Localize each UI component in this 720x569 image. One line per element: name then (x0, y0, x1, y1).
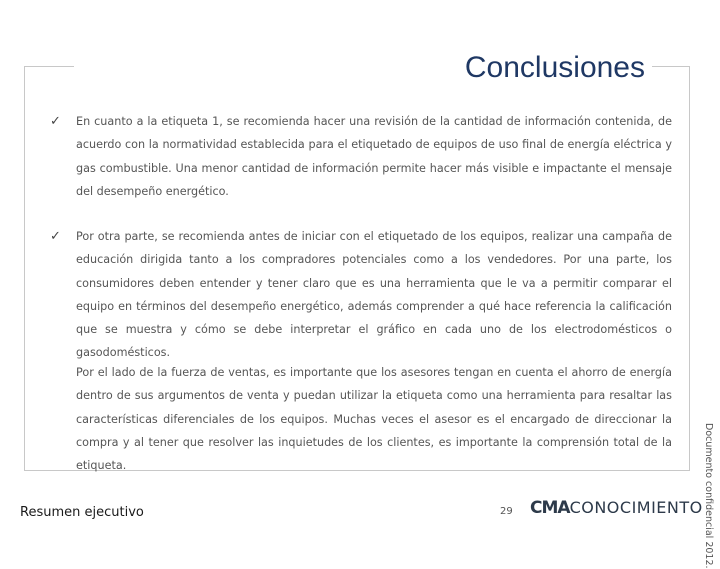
bullet-paragraph-2: Por otra parte, se recomienda antes de iniciar con el etiquetado de los equipos, realizar una campaña de educación dirigida tanto a los compradores potenciales como a los vendedores. Por una parte, los consumidores deben entender y tener claro que es una herramienta que le va a permitir comparar el equipo en términos del desempeño energético, además comprender a qué hace referencia la calificación que se muestra y cómo se debe interpretar el gráfico en cada uno de los electrodomésticos o gasodomésticos. (76, 230, 672, 360)
logo-strong-text: CMA (530, 498, 570, 518)
page-number: 29 (500, 506, 513, 517)
frame-top-left-line (24, 66, 74, 67)
bullet-paragraph-1: En cuanto a la etiqueta 1, se recomienda hacer una revisión de la cantidad de información contenida, de acuerdo con la normatividad establecida para el etiquetado de equipos de uso final de energía eléctrica y gas combustible. Una menor cantidad de información permite hacer más visible e impactante el mensaje del desempeño energético. (76, 115, 672, 198)
frame-top-right-line (652, 66, 690, 67)
frame-right-line (689, 66, 690, 471)
logo-light-text: CONOCIMIENTO (569, 498, 703, 517)
confidential-note: Documento confidencial 2012. (703, 423, 714, 569)
check-icon: ✓ (50, 114, 61, 129)
footer-section-title: Resumen ejecutivo (20, 505, 144, 520)
page-title: Conclusiones (464, 51, 645, 84)
check-icon: ✓ (50, 229, 61, 244)
company-logo (530, 498, 703, 518)
frame-left-line (24, 66, 25, 470)
sales-paragraph: Por el lado de la fuerza de ventas, es importante que los asesores tengan en cuenta el ahorro de energía dentro de sus argumentos de venta y puedan utilizar la etiqueta como una herramienta para resaltar las características diferenciales de los equipos. Muchas veces el asesor es el encargado de direccionar la compra y al tener que resolver las inquietudes de los clientes, es importante la comprensión total de la etiqueta. (76, 366, 672, 473)
